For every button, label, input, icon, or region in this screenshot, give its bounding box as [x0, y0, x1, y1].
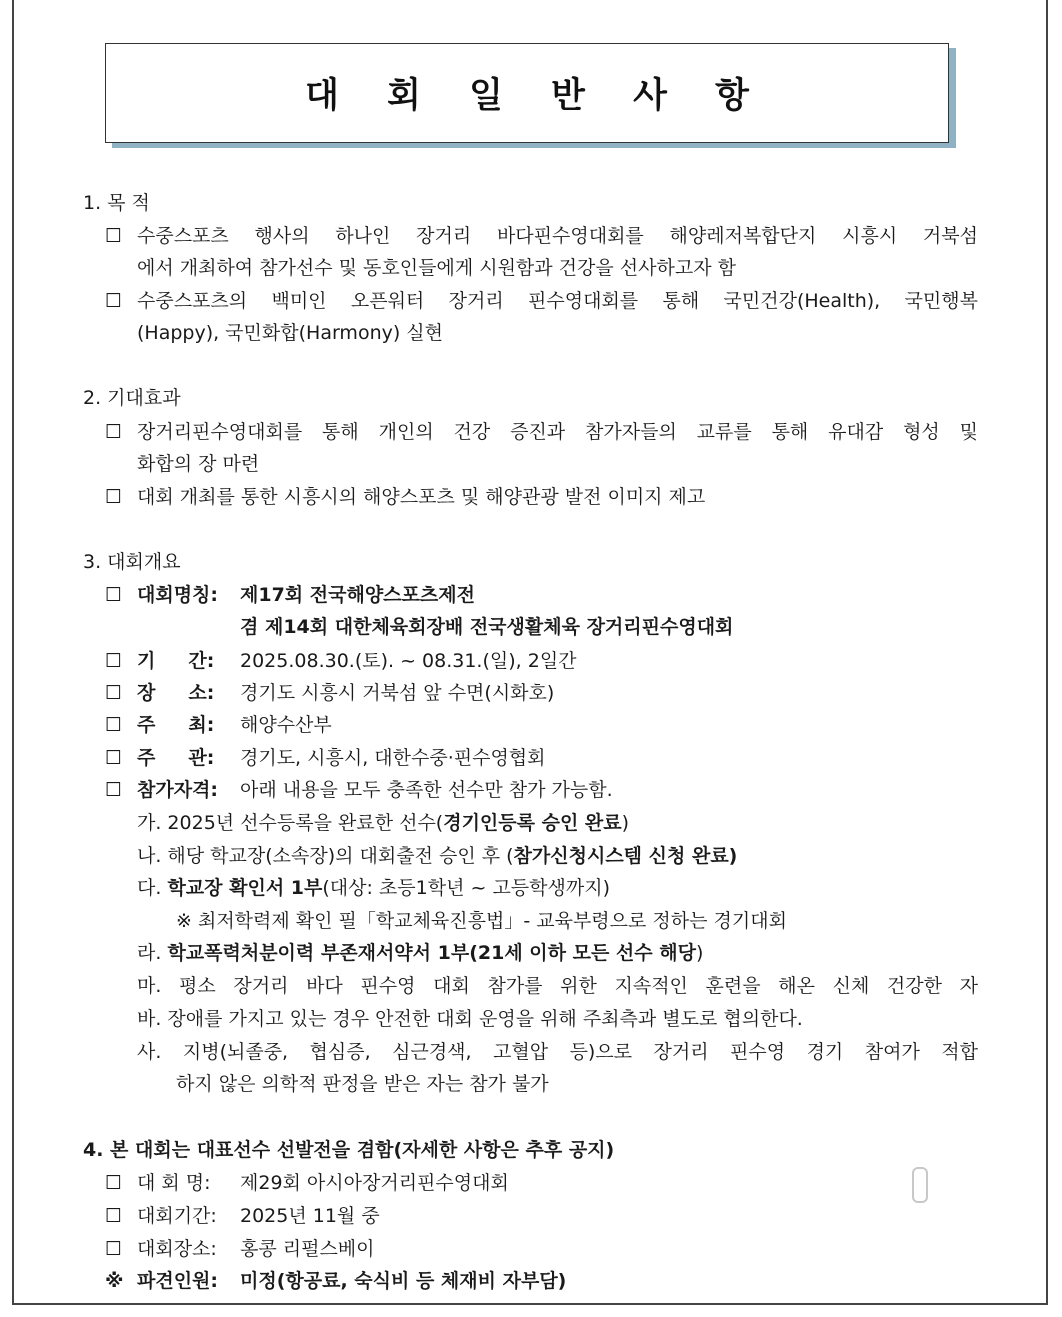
title-box	[105, 43, 949, 143]
checkbox-icon: ☐	[105, 779, 123, 801]
checkbox-icon: ☐	[105, 1172, 123, 1194]
s3-elig-label: 참가자격:	[137, 779, 219, 801]
s4-dispatch-value: 미정(항공료, 숙식비 등 체재비 자부담)	[240, 1270, 567, 1292]
s3-period-label: 기 간:	[137, 650, 215, 672]
s2-item2-line1: 대회 개최를 통한 시흥시의 해양스포츠 및 해양관광 발전 이미지 제고	[137, 486, 706, 508]
s4-period-value: 2025년 11월 중	[240, 1205, 380, 1227]
s1-item1-line2: 에서 개최하여 참가선수 및 동호인들에게 시원함과 건강을 선사하고자 함	[137, 257, 736, 279]
s3-name-line1: 제17회 전국해양스포츠제전	[240, 584, 475, 606]
s3-elig-value: 아래 내용을 모두 충족한 선수만 참가 가능함.	[240, 779, 613, 801]
s3-ra: 라. 학교폭력처분이력 부존재서약서 1부(21세 이하 모든 선수 해당)	[137, 942, 704, 964]
s3-da: 다. 학교장 확인서 1부(대상: 초등1학년 ~ 고등학생까지)	[137, 877, 610, 899]
s3-organizer-label: 주 관:	[137, 747, 215, 769]
checkbox-icon: ☐	[105, 290, 123, 312]
s3-ga: 가. 2025년 선수등록을 완료한 선수(경기인등록 승인 완료)	[137, 812, 630, 834]
s3-place-value: 경기도 시흥시 거북섬 앞 수면(시화호)	[240, 682, 555, 704]
s4-dispatch-label: 파견인원:	[137, 1270, 219, 1292]
s4-place-label: 대회장소:	[137, 1238, 217, 1260]
checkbox-icon: ☐	[105, 650, 123, 672]
checkbox-icon: ☐	[105, 682, 123, 704]
s3-period-value: 2025.08.30.(토). ~ 08.31.(일), 2일간	[240, 650, 577, 672]
checkbox-icon: ☐	[105, 584, 123, 606]
s4-period-label: 대회기간:	[137, 1205, 217, 1227]
s3-na: 나. 해당 학교장(소속장)의 대회출전 승인 후 (참가신청시스템 신청 완료)	[137, 845, 738, 867]
checkbox-icon: ☐	[105, 1238, 123, 1260]
s3-da-note: ※ 최저학력제 확인 필「학교체육진흥법」- 교육부령으로 정하는 경기대회	[176, 910, 787, 932]
s3-ba: 바. 장애를 가지고 있는 경우 안전한 대회 운영을 위해 주최측과 별도로 협의한다.	[137, 1008, 803, 1030]
s4-place-value: 홍콩 리펄스베이	[240, 1238, 375, 1260]
s2-item1-line2: 화합의 장 마련	[137, 453, 260, 475]
checkbox-icon: ☐	[105, 714, 123, 736]
note-mark-icon: ※	[105, 1270, 124, 1292]
page-title: 대 회 일 반 사 항	[305, 76, 767, 116]
s1-item2-line1: 수중스포츠의 백미인 오픈워터 장거리 핀수영대회를 통해 국민건강(Health), 국민행복	[137, 290, 978, 312]
checkbox-icon: ☐	[105, 747, 123, 769]
s3-host-label: 주 최:	[137, 714, 215, 736]
checkbox-icon: ☐	[105, 1205, 123, 1227]
section-2-heading: 2. 기대효과	[83, 387, 181, 409]
s3-place-label: 장 소:	[137, 682, 215, 704]
s1-item1-line1: 수중스포츠 행사의 하나인 장거리 바다핀수영대회를 해양레저복합단지 시흥시 거북섬	[137, 225, 978, 247]
section-1-heading: 1. 목 적	[83, 192, 150, 214]
s3-name-label: 대회명칭:	[137, 584, 219, 606]
s2-item1-line1: 장거리핀수영대회를 통해 개인의 건강 증진과 참가자들의 교류를 통해 유대감 형성 및	[137, 421, 978, 443]
s3-sa-line2: 하지 않은 의학적 판정을 받은 자는 참가 불가	[176, 1073, 549, 1095]
s4-name-label: 대 회 명:	[137, 1172, 211, 1194]
s3-host-value: 해양수산부	[240, 714, 332, 736]
section-4-heading: 4. 본 대회는 대표선수 선발전을 겸함(자세한 사항은 추후 공지)	[83, 1139, 615, 1161]
checkbox-icon: ☐	[105, 225, 123, 247]
s4-name-value: 제29회 아시아장거리핀수영대회	[240, 1172, 509, 1194]
s3-name-line2: 겸 제14회 대한체육회장배 전국생활체육 장거리핀수영대회	[240, 616, 734, 638]
s1-item2-line2: (Happy), 국민화합(Harmony) 실현	[137, 322, 444, 344]
checkbox-icon: ☐	[105, 486, 123, 508]
s3-ma: 마. 평소 장거리 바다 핀수영 대회 참가를 위한 지속적인 훈련을 해온 신체 건강한 자	[137, 975, 978, 997]
clip-icon	[912, 1167, 928, 1203]
s3-organizer-value: 경기도, 시흥시, 대한수중·핀수영협회	[240, 747, 546, 769]
section-3-heading: 3. 대회개요	[83, 551, 181, 573]
s3-sa-line1: 사. 지병(뇌졸중, 협심증, 심근경색, 고혈압 등)으로 장거리 핀수영 경기 참여가 적합	[137, 1041, 978, 1063]
checkbox-icon: ☐	[105, 421, 123, 443]
